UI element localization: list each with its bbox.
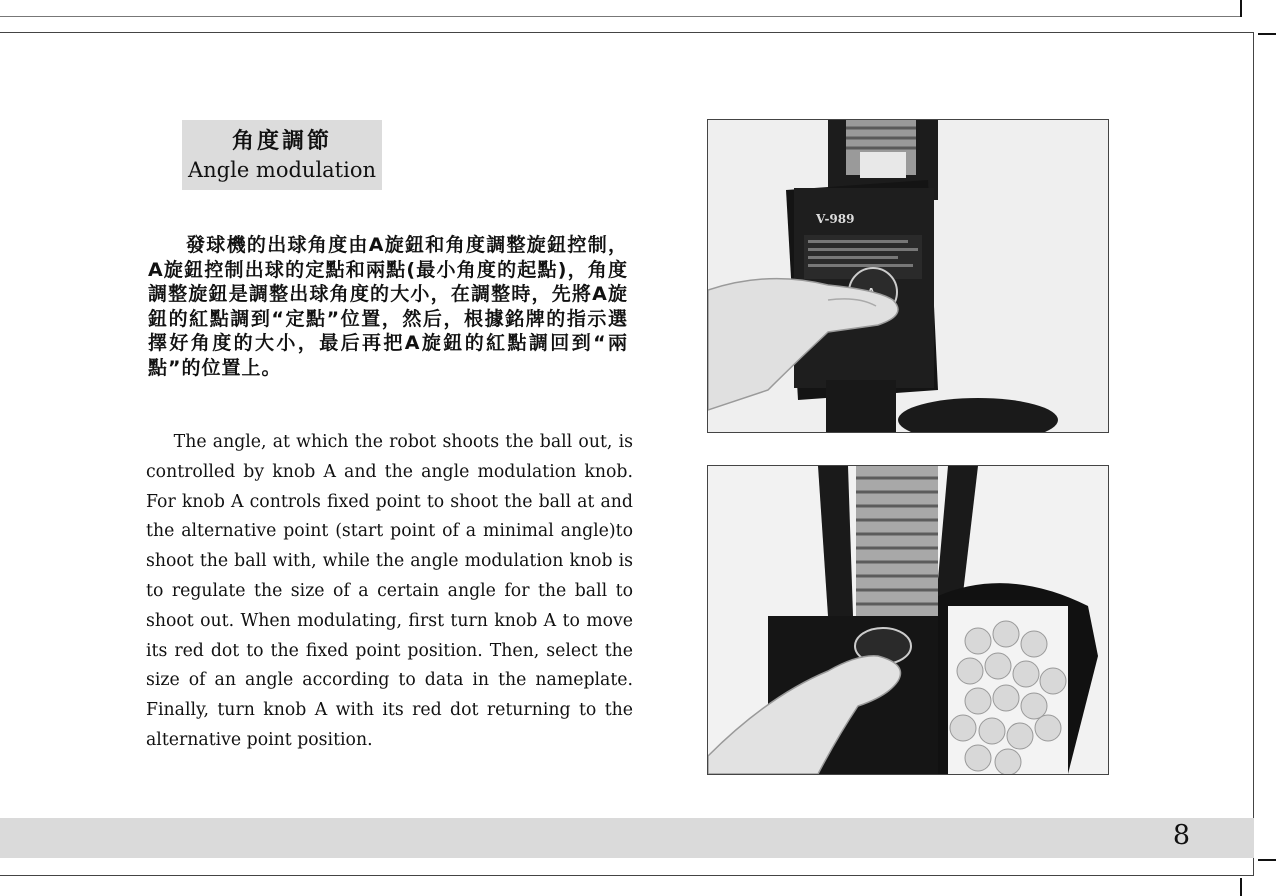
crop-mark-right-bottom <box>1258 859 1276 861</box>
heading-english: Angle modulation <box>187 158 377 182</box>
photo-angle-knob <box>707 465 1109 775</box>
crop-mark-top <box>1240 0 1242 17</box>
crop-line-top <box>0 16 1240 17</box>
section-heading <box>182 120 382 190</box>
english-paragraph: The angle, at which the robot shoots the ball out, is controlled by knob A and the angle modulation knob. For knob A controls fixed point to shoot the ball at and the alternative point (start point of a minimal angle)to shoot the ball with, while the angle modulation knob is to regulate the size of a certain angle for the ball to shoot out. When modulating, first turn knob A to move its red dot to the fixed point position. Then, select the size of an angle according to data in the nameplate. Finally, turn knob A with its red dot returning to the alternative point position. <box>146 432 633 750</box>
photo-knob-a <box>707 119 1109 433</box>
chinese-paragraph: 發球機的出球角度由A旋鈕和角度調整旋鈕控制，A旋鈕控制出球的定點和兩點(最小角度的起點)，角度調整旋鈕是調整出球角度的大小，在調整時，先將A旋鈕的紅點調到“定點”位置，然后，根據銘牌的指示選擇好角度的大小，最后再把A旋鈕的紅點調回到“兩點”的位置上。 <box>148 234 628 379</box>
crop-mark-bottom <box>1240 878 1242 896</box>
model-label: V-989 <box>816 212 855 226</box>
crop-mark-right-top <box>1258 33 1276 35</box>
footer-band <box>0 818 1254 858</box>
heading-chinese: 角度調節 <box>231 128 332 154</box>
page-number: 8 <box>1172 820 1190 851</box>
